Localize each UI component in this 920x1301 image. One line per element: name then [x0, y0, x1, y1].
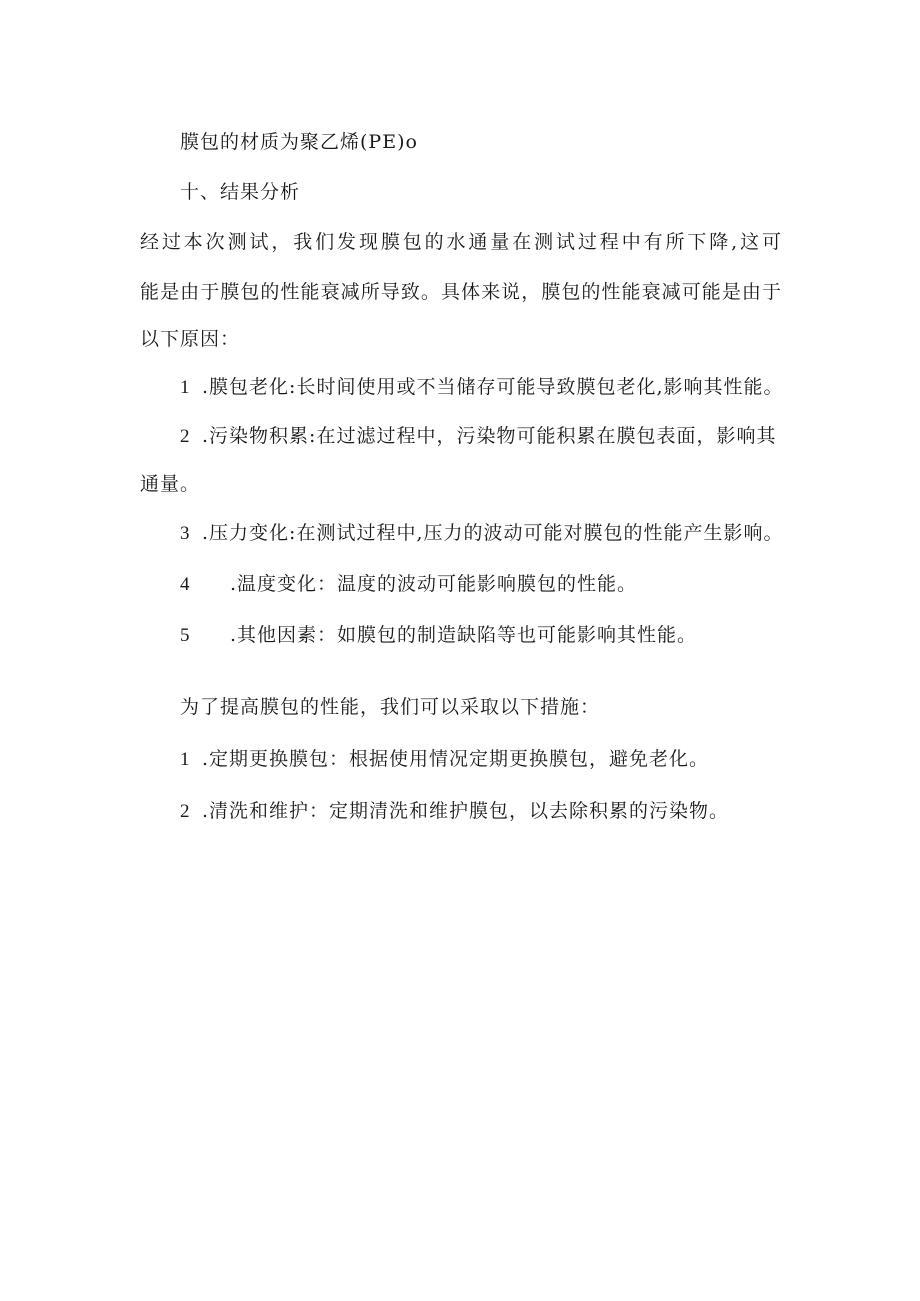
reason-text: .其他因素：如膜包的制造缺陷等也可能影响其性能。 [230, 624, 698, 646]
measure-item-2 [180, 797, 729, 826]
measure-text: .定期更换膜包：根据使用情况定期更换膜包，避免老化。 [202, 748, 710, 770]
reason-item-1 [180, 373, 783, 402]
paragraph-1-line-2: 能是由于膜包的性能衰减所导致。具体来说，膜包的性能衰减可能是由于 [140, 281, 782, 303]
reason-number: 2 [180, 426, 191, 447]
material-line: 膜包的材质为聚乙烯(PE)o [180, 131, 418, 153]
measures-intro: 为了提高膜包的性能，我们可以采取以下措施： [180, 696, 601, 718]
reason-text: .膜包老化:长时间使用或不当储存可能导致膜包老化,影响其性能。 [202, 376, 784, 398]
reason-item-5 [180, 621, 697, 650]
reason-text: .污染物积累:在过滤过程中，污染物可能积累在膜包表面，影响其 [202, 425, 777, 447]
reason-text: .压力变化:在测试过程中,压力的波动可能对膜包的性能产生影响。 [202, 522, 784, 544]
measure-number: 1 [180, 749, 191, 770]
measure-item-1 [180, 745, 709, 774]
measure-text: .清洗和维护：定期清洗和维护膜包，以去除积累的污染物。 [202, 800, 730, 822]
reason-item-2-continuation: 通量。 [140, 473, 201, 495]
reason-number: 5 [180, 625, 191, 646]
section-heading: 十、结果分析 [180, 181, 301, 203]
measure-number: 2 [180, 801, 191, 822]
paragraph-1-line-3: 以下原因： [140, 328, 241, 350]
reason-number: 4 [180, 574, 191, 595]
reason-text: .温度变化：温度的波动可能影响膜包的性能。 [230, 573, 638, 595]
reason-item-4 [180, 570, 637, 599]
reason-number: 3 [180, 523, 191, 544]
reason-item-2 [180, 422, 776, 451]
paragraph-1-line-1: 经过本次测试，我们发现膜包的水通量在测试过程中有所下降,这可 [140, 231, 782, 253]
reason-item-3 [180, 519, 783, 548]
reason-number: 1 [180, 377, 191, 398]
